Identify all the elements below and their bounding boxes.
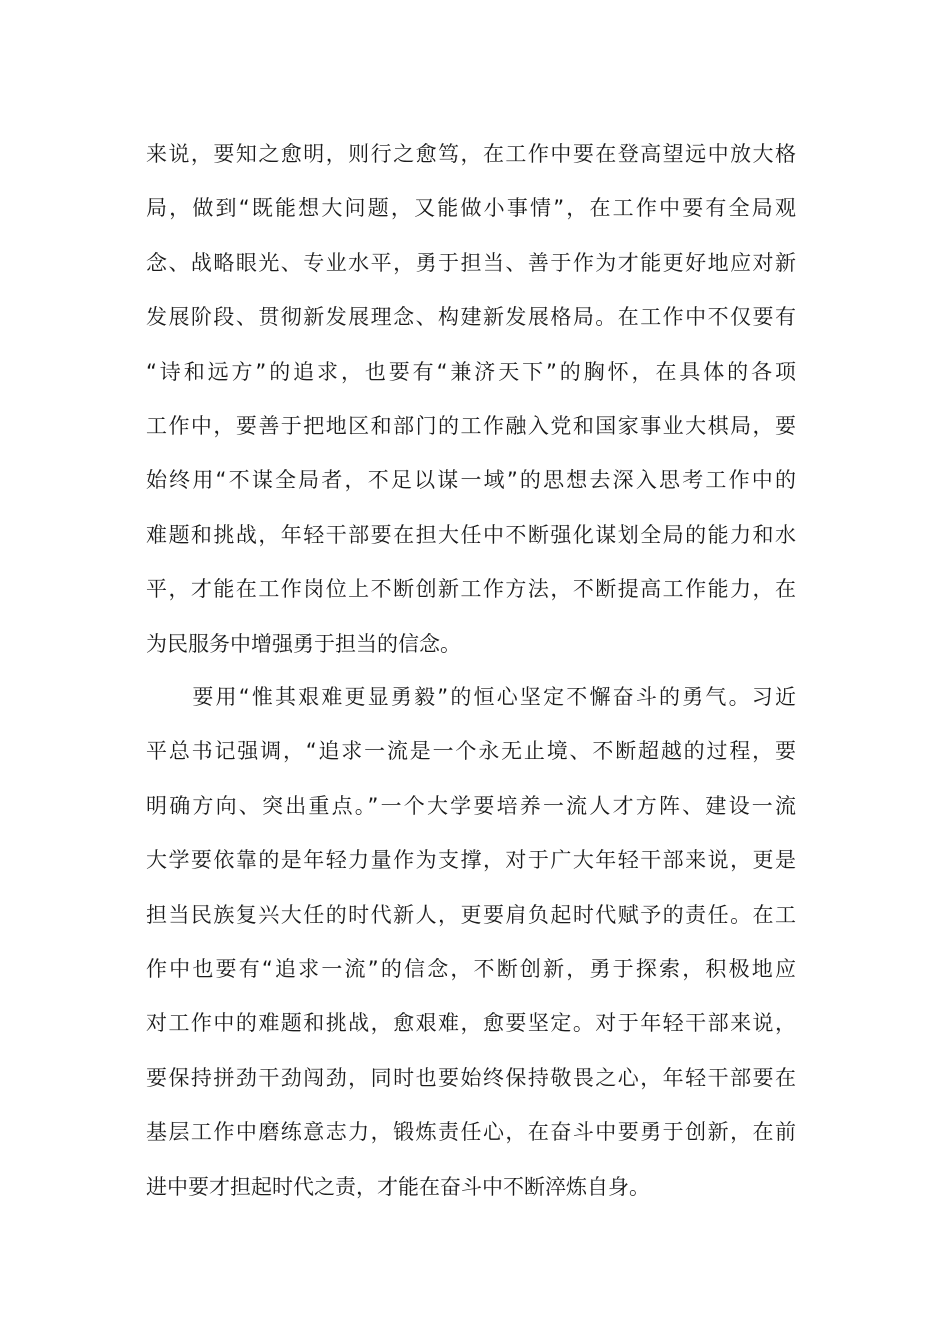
text-line: 平总书记强调，“追求一流是一个永无止境、不断超越的过程，要	[146, 739, 796, 764]
text-line: 为民服务中增强勇于担当的信念。	[146, 631, 461, 656]
text-line: 进中要才担起时代之责，才能在奋斗中不断淬炼自身。	[146, 1174, 650, 1199]
text-line: 局，做到“既能想大问题，又能做小事情”，在工作中要有全局观	[146, 196, 796, 221]
text-line: 大学要依靠的是年轻力量作为支撑，对于广大年轻干部来说，更是	[146, 848, 796, 873]
text-line: 担当民族复兴大任的时代新人，更要肩负起时代赋予的责任。在工	[146, 902, 796, 927]
text-line: 要用“惟其艰难更显勇毅”的恒心坚定不懈奋斗的勇气。习近	[146, 685, 796, 709]
text-line: 明确方向、突出重点。”一个大学要培养一流人才方阵、建设一流	[146, 793, 796, 818]
text-line: 来说，要知之愈明，则行之愈笃，在工作中要在登高望远中放大格	[146, 142, 796, 166]
text-line: 发展阶段、贯彻新发展理念、构建新发展格局。在工作中不仅要有	[146, 305, 796, 330]
text-line: 对工作中的难题和挑战，愈艰难，愈要坚定。对于年轻干部来说，	[146, 1011, 796, 1036]
paragraph-2	[146, 670, 796, 1214]
text-line: 工作中，要善于把地区和部门的工作融入党和国家事业大棋局，要	[146, 413, 796, 438]
text-line: 平，才能在工作岗位上不断创新工作方法，不断提高工作能力，在	[146, 577, 796, 602]
text-line: 始终用“不谋全局者，不足以谋一域”的思想去深入思考工作中的	[146, 468, 796, 493]
text-line: 难题和挑战，年轻干部要在担大任中不断强化谋划全局的能力和水	[146, 522, 796, 547]
text-line: 基层工作中磨练意志力，锻炼责任心，在奋斗中要勇于创新，在前	[146, 1120, 796, 1145]
text-line: “诗和远方”的追求，也要有“兼济天下”的胸怀，在具体的各项	[146, 359, 796, 384]
paragraph-1	[146, 127, 796, 671]
text-line: 念、战略眼光、专业水平，勇于担当、善于作为才能更好地应对新	[146, 250, 796, 275]
text-line: 作中也要有“追求一流”的信念，不断创新，勇于探索，积极地应	[146, 956, 796, 981]
text-line: 要保持拼劲干劲闯劲，同时也要始终保持敬畏之心，年轻干部要在	[146, 1065, 796, 1090]
